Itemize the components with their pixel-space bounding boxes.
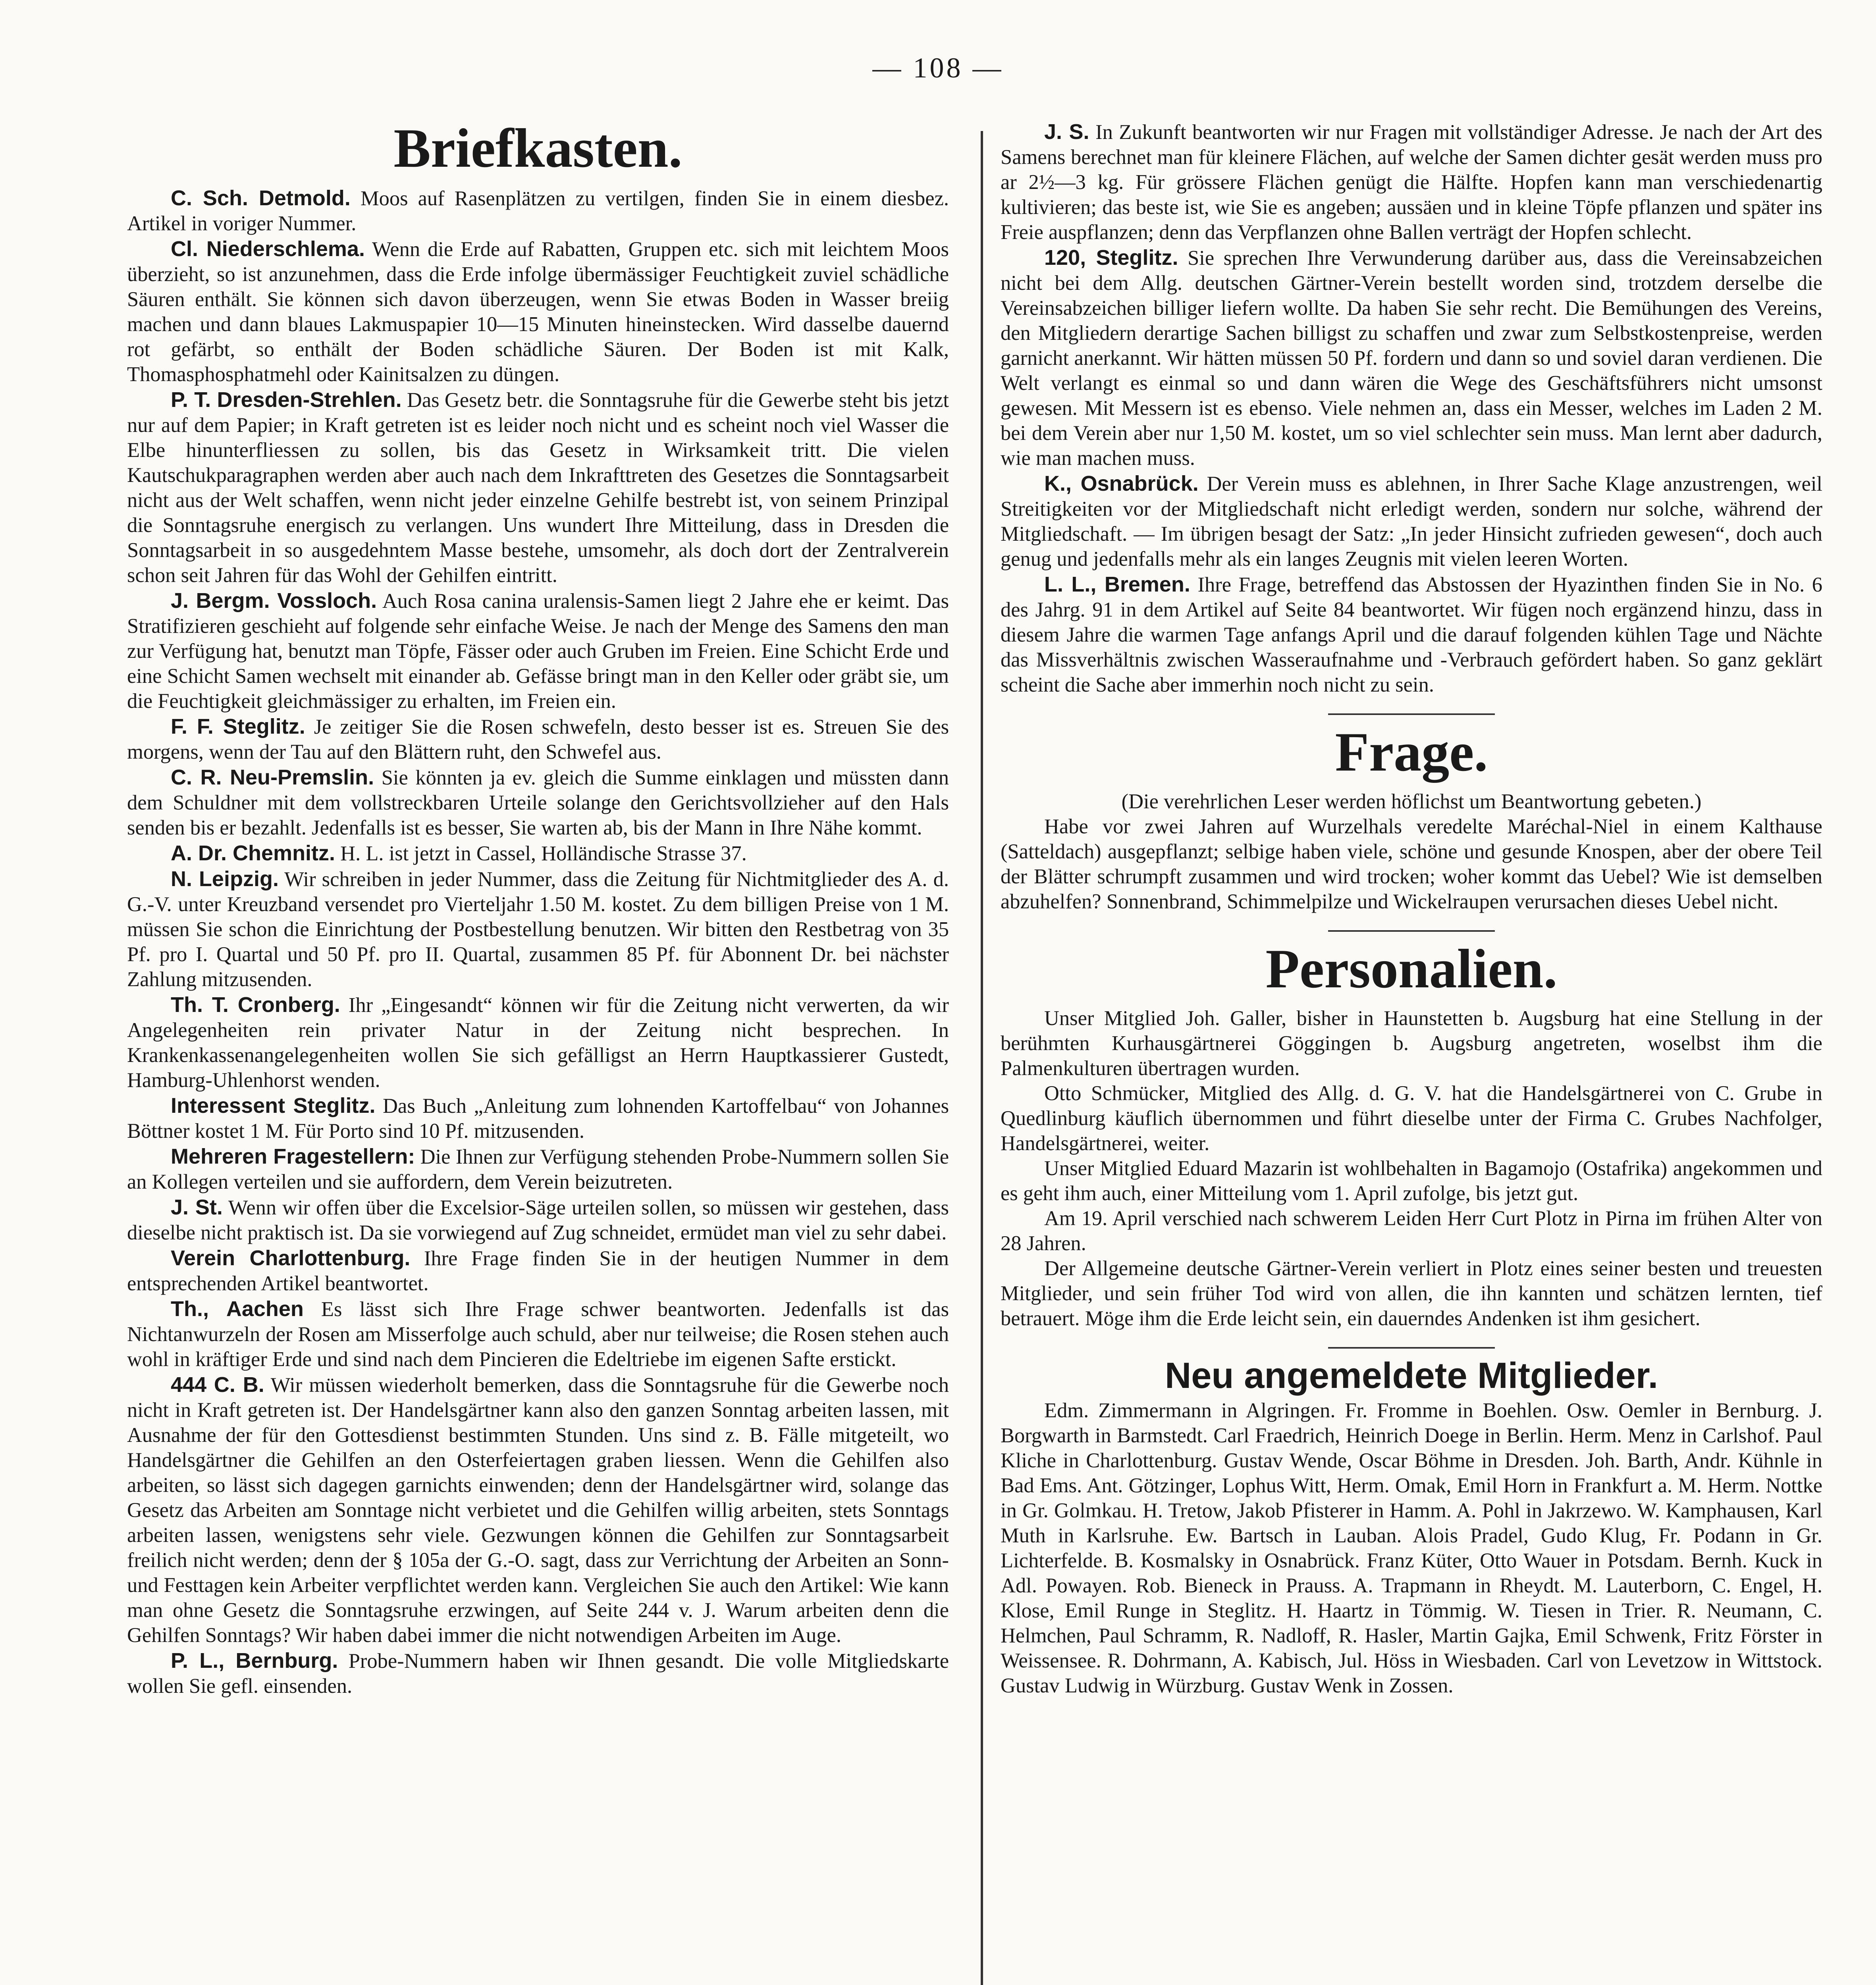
entry-text: Wenn wir offen über die Excelsior-Säge urteilen sollen, so müssen wir gestehen, dass dieselbe nicht praktisch ist. Da sie vorwiegend auf Zug schneidet, ermüdet man viel zu sehr dabei. (127, 1196, 949, 1244)
entry-text: Sie sprechen Ihre Verwunderung darüber aus, dass die Vereinsabzeichen nicht bei dem Allg. deutschen Gärtner-Verein bestellt worden sind, trotzdem derselbe die Vereinsabzeichen billiger liefern wollte. Da haben Sie sehr recht. Die Bemühungen des Vereins, den Mitgliedern derartige Sachen billigst zu schaffen und zwar zum Selbstkostenpreise, werden garnicht anerkannt. Wir hätten müssen 50 Pf. fordern und dann so und soviel daran verdienen. Die Welt verlangt es einmal so und dann wären die Wege des Geschäftsführers nicht umsonst gewesen. Mit Messern ist es ebenso. Viele nehmen an, dass ein Messer, welches im Laden 2 M. bei dem Verein aber nur 1,50 M. kostet, um so viel schlechter sein muss. Man lernt aber dadurch, wie man machen muss. (1001, 247, 1822, 470)
letter-entry (127, 840, 949, 866)
letter-entry (127, 387, 949, 588)
column-divider (981, 131, 983, 1985)
entry-addressee: J. S. (1044, 120, 1089, 144)
frage-text: Habe vor zwei Jahren auf Wurzelhals veredelte Maréchal-Niel in einem Kalthause (Satteldach) ausgepflanzt; selbige haben viele, schöne und gesunde Knospen, aber der obere Teil der Blätter schrumpft zusammen und wird trocken; woher kommt das Uebel? Wie ist demselben abzuhelfen? Sonnenbrand, Schimmelpilze und Wickelraupen verursachen dieses Uebel nicht. (1001, 815, 1822, 913)
letter-entry (127, 588, 949, 714)
personalien-paragraph: Unser Mitglied Eduard Mazarin ist wohlbehalten in Bagamojo (Ostafrika) angekommen und es geht ihm auch, einer Mitteilung vom 1. April zufolge, bis jetzt gut. (1001, 1157, 1822, 1205)
entry-addressee: 120, Steglitz. (1044, 246, 1178, 270)
entry-text: Ihre Frage finden Sie in der heutigen Nummer in dem entsprechenden Artikel beantwortet. (127, 1247, 949, 1295)
letter-entry (1001, 572, 1822, 698)
entry-text: H. L. ist jetzt in Cassel, Holländische Strasse 37. (340, 842, 747, 865)
entry-addressee: Cl. Niederschlema. (171, 237, 365, 261)
entry-addressee: Th., Aachen (171, 1297, 304, 1321)
personalien-paragraph: Unser Mitglied Joh. Galler, bisher in Haunstetten b. Augsburg hat eine Stellung in der berühmten Kurhausgärtnerei Göggingen b. Augsburg angetreten, woselbst ihm die Palmenkulturen übertragen wurden. (1001, 1007, 1822, 1080)
entry-text: Es lässt sich Ihre Frage schwer beantworten. Jedenfalls ist das Nichtanwurzeln der Rosen am Misserfolge auch schuld, aber nur teilweise; die Rosen stehen auch wohl in kräftiger Erde und sind nach dem Pincieren die Edeltriebe im eigenen Safte erstickt. (127, 1298, 949, 1371)
entry-addressee: P. T. Dresden-Strehlen. (171, 388, 402, 412)
entry-text: In Zukunft beantworten wir nur Fragen mit vollständiger Adresse. Je nach der Art des Samens berechnet man für kleinere Flächen, auf welche der Samen dichter gesät werden muss pro ar 2½—3 kg. Für grössere Flächen genügt die Hälfte. Hopfen kann man verschiedenartig kultivieren; das beste ist, wie Sie es angeben; aussäen und in kleine Töpfe pflanzen und später ins Freie auspflanzen; denn das Verpflanzen ohne Ballen verträgt der Hopfen schlecht. (1001, 121, 1823, 244)
page-number: — 108 — (872, 52, 1004, 84)
letter-entry (127, 1144, 949, 1195)
entry-text: Die Ihnen zur Verfügung stehenden Probe-Nummern sollen Sie an Kollegen verteilen und sie auffordern, dem Verein beizutreten. (127, 1145, 949, 1193)
letter-entry (127, 1245, 949, 1296)
neu-mitglieder-text: Edm. Zimmermann in Algringen. Fr. Fromme in Boehlen. Osw. Oemler in Bernburg. J. Borgwarth in Barmstedt. Carl Fraedrich, Heinrich Doege in Berlin. Herm. Menz in Carlshof. Paul Kliche in Charlottenburg. Gustav Wende, Oscar Böhme in Dresden. Joh. Barth, Andr. Kühnle in Bad Ems. Ant. Götzinger, Lophus Witt, Herm. Omak, Emil Horn in Frankfurt a. M. Herm. Nottke in Gr. Golmkau. H. Tretow, Jakob Pfisterer in Hamm. A. Pohl in Jakrzewo. W. Kamphausen, Karl Muth in Karlsruhe. Ew. Bartsch in Lauban. Alois Pradel, Gudo Klug, Fr. Podann in Gr. Lichterfelde. B. Kosmalsky in Osnabrück. Franz Küter, Otto Wauer in Potsdam. Bernh. Kuck in Adl. Powayen. Rob. Bieneck in Prauss. A. Trapmann in Rheydt. M. Lauterborn, C. Engel, H. Klose, Emil Runge in Steglitz. H. Haartz in Tömmig. W. Tiesen in Trier. R. Neumann, C. Helmchen, Paul Schramm, R. Nadloff, R. Hasler, Martin Gajka, Emil Schwenk, Fritz Förster in Weissensee. R. Dohrmann, A. Kabisch, Jul. Höss in Wiesbaden. Carl von Levetzow in Wittstock. Gustav Ludwig in Würzburg. Gustav Wenk in Zossen. (1001, 1399, 1822, 1697)
section-title-neu-mitglieder: Neu angemeldete Mitglieder. (1165, 1355, 1658, 1396)
personalien-paragraph: Otto Schmücker, Mitglied des Allg. d. G. V. hat die Handelsgärtnerei von C. Grube in Quedlinburg käuflich übernommen und führt dieselbe unter der Firma C. Grubes Nachfolger, Handelsgärtnerei, weiter. (1001, 1082, 1822, 1155)
entry-addressee: Interessent Steglitz. (171, 1094, 376, 1118)
entry-text: Wir schreiben in jeder Nummer, dass die Zeitung für Nichtmitglieder des A. d. G.-V. unter Kreuzband versendet pro Vierteljahr 1.50 M. kostet. Zu dem billigen Preise von 1 M. müssen Sie schon die Einrichtung der Postbestellung benutzen. Wir bitten den Restbetrag von 35 Pf. pro I. Quartal und 50 Pf. pro II. Quartal, zusammen 85 Pf. für Abonnent Dr. bei nächster Zahlung mitzusenden. (127, 868, 949, 991)
entry-text: Auch Rosa canina uralensis-Samen liegt 2 Jahre ehe er keimt. Das Stratifizieren geschieht auf folgende sehr einfache Weise. Je nach der Menge des Samens den man zur Verfügung hat, benutzt man Töpfe, Fässer oder auch Gruben im Freien. Eine Schicht Erde und eine Schicht Samen wechselt mit einander ab. Gefässe bringt man in den Keller oder gräbt sie, um die Feuchtigkeit gleichmässiger zu erhalten, im Freien ein. (127, 590, 949, 713)
frage-intro: (Die verehrlichen Leser werden höflichst um Beantwortung gebeten.) (1121, 790, 1702, 813)
entry-addressee: 444 C. B. (171, 1373, 264, 1397)
section-divider (1328, 930, 1495, 932)
left-column (127, 119, 949, 1699)
section-title-frage: Frage. (1335, 721, 1488, 783)
entry-text: Das Buch „Anleitung zum lohnenden Kartoffelbau“ von Johannes Böttner kostet 1 M. Für Porto sind 10 Pf. mitzusenden. (127, 1095, 949, 1143)
entry-text: Sie könnten ja ev. gleich die Summe einklagen und müssten dann dem Schuldner mit dem vollstreckbaren Urteile solange den Gerichtsvollzieher auf den Hals senden bis er bezahlt. Jedenfalls ist es besser, Sie warten ab, bis der Mann in Ihre Nähe kommt. (127, 766, 949, 839)
letter-entry (127, 1648, 949, 1699)
letter-entry (1001, 119, 1822, 245)
letter-entry (127, 866, 949, 992)
entry-addressee: N. Leipzig. (171, 867, 279, 891)
entry-addressee: F. F. Steglitz. (171, 715, 305, 738)
entry-addressee: C. R. Neu-Premslin. (171, 765, 374, 789)
entry-addressee: K., Osnabrück. (1044, 472, 1199, 495)
entry-addressee: C. Sch. Detmold. (171, 186, 351, 210)
entry-addressee: P. L., Bernburg. (171, 1649, 338, 1673)
right-column (1001, 119, 1822, 1698)
entry-text: Wir müssen wiederholt bemerken, dass die Sonntagsruhe für die Gewerbe noch nicht in Kraft getreten ist. Der Handelsgärtner kann also den ganzen Sonntag arbeiten lassen, mit Ausnahme der für den Gottesdienst bestimmten Stunden. Uns sind z. B. Fälle mitgeteilt, wo Handelsgärtner die Gehilfen an den Osterfeiertagen graben liessen. Wenn die Gehilfen also arbeiten, so lässt sich dagegen garnichts einwenden; denn der Handelsgärtner wird, solange das Gesetz das Arbeiten am Sonntage nicht verbietet und die Gehilfen willig arbeiten, stets Sonntags arbeiten lassen, wenigstens sehr viele. Gezwungen können die Gehilfen zur Sonntagsarbeit freilich nicht werden; denn der § 105a der G.-O. sagt, dass zur Verrichtung der Arbeiten an Sonn- und Festtagen kein Arbeiter verpflichtet werden kann. Vergleichen Sie auch den Artikel: Wie kann man ohne Gesetz die Sonntagsruhe erzwingen, auf Seite 244 v. J. Warum arbeiten denn die Gehilfen Sonntags? Wir haben dabei immer die nicht notwendigen Arbeiten im Auge. (127, 1374, 949, 1647)
entry-text: Je zeitiger Sie die Rosen schwefeln, desto besser ist es. Streuen Sie des morgens, wenn der Tau auf den Blättern ruht, den Schwefel aus. (127, 715, 949, 763)
entry-text: Der Verein muss es ablehnen, in Ihrer Sache Klage anzustrengen, weil Streitigkeiten vor der Mitgliedschaft nicht erledigt werden, sondern nur solche, während der Mitgliedschaft. — Im übrigen besagt der Satz: „In jeder Hinsicht zufrieden gewesen“, doch auch genug und jedenfalls mehr als ein langes Zeugnis mit vielen leeren Worten. (1001, 472, 1822, 570)
entry-text: Wenn die Erde auf Rabatten, Gruppen etc. sich mit leichtem Moos überzieht, so ist anzunehmen, dass die Erde infolge übermässiger Feuchtigkeit zuviel schädliche Säuren enthält. Sie können sich davon überzeugen, wenn Sie etwas Boden in Wasser breiig machen und dann blaues Lakmuspapier 10—15 Minuten hineinstecken. Wird dasselbe dauernd rot gefärbt, so enthält der Boden schädliche Säuren. Der Boden ist mit Kalk, Thomasphosphatmehl oder Kainitsalzen zu düngen. (127, 238, 949, 386)
entry-addressee: Th. T. Cronberg. (171, 993, 340, 1017)
personalien-paragraph: Am 19. April verschied nach schwerem Leiden Herr Curt Plotz in Pirna im frühen Alter von 28 Jahren. (1001, 1207, 1822, 1255)
letter-entry (127, 1372, 949, 1648)
entry-addressee: J. St. (171, 1195, 223, 1219)
entry-addressee: Verein Charlottenburg. (171, 1246, 411, 1270)
personalien-paragraph: Der Allgemeine deutsche Gärtner-Verein verliert in Plotz eines seiner besten und treuesten Mitglieder, und sein früher Tod wird von allen, die ihn kannten und schätzen lernten, tief betrauert. Möge ihm die Erde leicht sein, ein dauerndes Andenken ist ihm gesichert. (1001, 1257, 1822, 1330)
entry-addressee: L. L., Bremen. (1044, 572, 1190, 596)
letter-entry (1001, 471, 1822, 572)
entry-text: Probe-Nummern haben wir Ihnen gesandt. Die volle Mitgliedskarte wollen Sie gefl. einsenden. (127, 1650, 949, 1698)
section-title-personalien: Personalien. (1265, 938, 1558, 1000)
letter-entry (127, 185, 949, 236)
entry-addressee: J. Bergm. Vossloch. (171, 589, 377, 613)
entry-text: Moos auf Rasenplätzen zu vertilgen, finden Sie in einem diesbez. Artikel in voriger Nummer. (127, 187, 949, 235)
entry-text: Das Gesetz betr. die Sonntagsruhe für die Gewerbe steht bis jetzt nur auf dem Papier; in Kraft getreten ist es leider noch nicht und es scheint noch viel Wasser die Elbe hinunterfliessen zu sollen, bis das Gesetz in Wirksamkeit tritt. Die vielen Kautschukparagraphen werden aber auch nach dem Inkrafttreten des Gesetzes die Sonntagsarbeit nicht aus der Welt schaffen, wenn nicht jeder einzelne Gehilfe bestrebt ist, von seinem Prinzipal die Sonntagsruhe energisch zu verlangen. Uns wundert Ihre Mitteilung, dass in Dresden die Sonntagsarbeit in so ausgedehntem Masse bestehe, umsomehr, als doch dort der Zentralverein schon seit Jahren für das Wohl der Gehilfen eintritt. (127, 389, 949, 587)
letter-entry (127, 1195, 949, 1245)
letter-entry (127, 236, 949, 387)
letter-entry (127, 992, 949, 1093)
entry-text: Ihr „Eingesandt“ können wir für die Zeitung nicht verwerten, da wir Angelegenheiten rein privater Natur in der Zeitung nicht besprechen. In Krankenkassenangelegenheiten wollen Sie sich gefälligst an Herrn Hauptkassierer Gustedt, Hamburg-Uhlenhorst wenden. (127, 994, 949, 1092)
entry-text: Ihre Frage, betreffend das Abstossen der Hyazinthen finden Sie in No. 6 des Jahrg. 91 in dem Artikel auf Seite 84 beantwortet. Wir fügen noch ergänzend hinzu, dass in diesem Jahre die warmen Tage anfangs April und die darauf folgenden kühlen Tage und Nächte das Missverhältnis zwischen Wasseraufnahme und -Verbrauch gefördert haben. So ganz geklärt scheint die Sache aber immerhin noch nicht zu sein. (1001, 573, 1822, 696)
letter-entry (1001, 245, 1822, 471)
section-divider (1328, 1347, 1495, 1349)
letter-entry (127, 1296, 949, 1372)
section-title-briefkasten: Briefkasten. (393, 118, 683, 179)
personalien-paragraphs (1001, 1006, 1822, 1331)
letter-entry (127, 1093, 949, 1144)
entry-addressee: Mehreren Fragestellern: (171, 1145, 415, 1168)
briefkasten-entries-continued (1001, 119, 1822, 698)
letter-entry (127, 714, 949, 765)
entry-addressee: A. Dr. Chemnitz. (171, 841, 335, 865)
section-divider (1328, 713, 1495, 715)
briefkasten-entries (127, 185, 949, 1699)
letter-entry (127, 765, 949, 840)
